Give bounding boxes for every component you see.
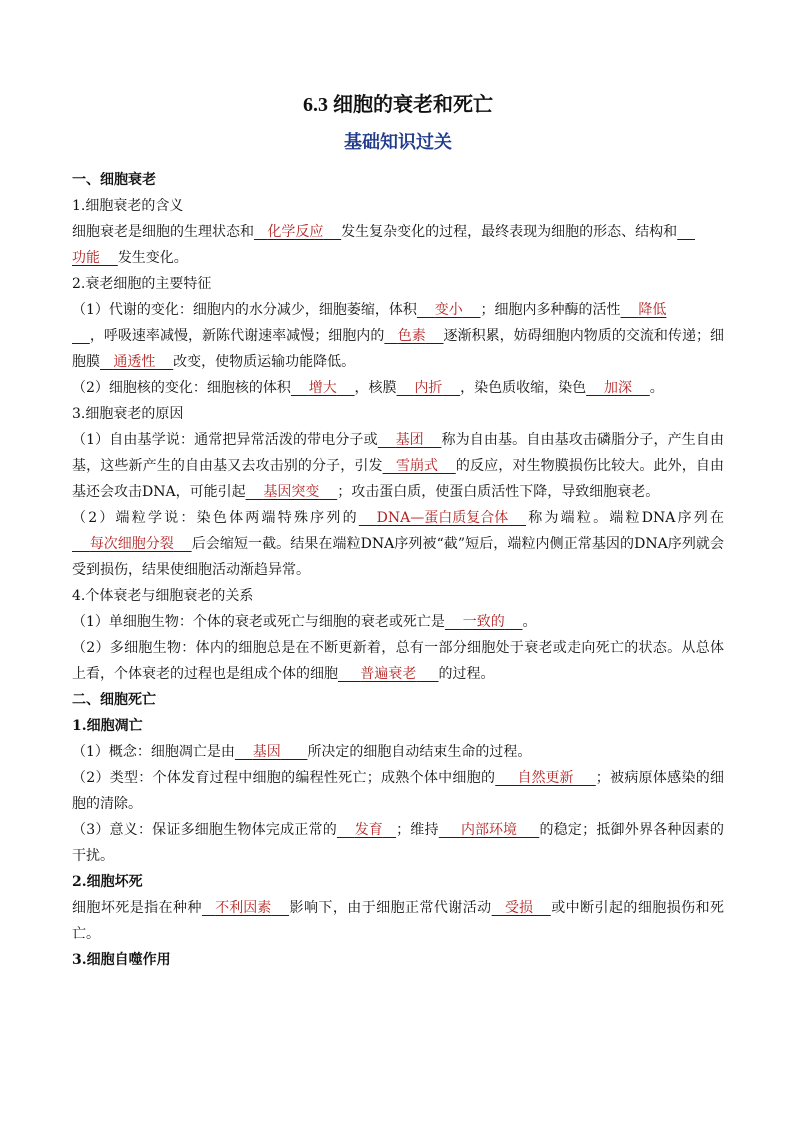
answer-blank: 普遍衰老: [360, 666, 417, 682]
paragraph-multicellular: （2）多细胞生物：体内的细胞总是在不断更新着，总有一部分细胞处于衰老或走向死亡的状态。从总体上看，个体衰老的过程也是组成个体的细胞 普遍衰老 的过程。: [72, 635, 724, 687]
paragraph-telomere-theory: （2）端粒学说：染色体两端特殊序列的 DNA—蛋白质复合体 称为端粒。端粒DNA序列在 每次细胞分裂 后会缩短一截。结果在端粒DNA序列被“截”短后，端粒内侧正常基因的DNA序列就会受到损伤，结果使细胞活动渐趋异常。: [72, 505, 724, 583]
answer-blank: 降低: [638, 302, 667, 318]
subheading-2-3: 3.细胞自噬作用: [72, 952, 171, 968]
subheading-2-2: 2.细胞坏死: [72, 874, 143, 890]
answer-blank: 基团: [395, 432, 424, 448]
answer-blank: 内折: [414, 380, 443, 396]
answer-blank: 发育: [354, 822, 383, 838]
section-heading-1: 一、细胞衰老: [72, 172, 156, 188]
answer-blank: 一致的: [462, 614, 505, 630]
subheading-1-2: 2.衰老细胞的主要特征: [72, 276, 212, 292]
paragraph-apoptosis-significance: （3）意义：保证多细胞生物体完成正常的 发育 ；维持 内部环境 的稳定；抵御外界各种因素的干扰。: [72, 817, 724, 869]
answer-blank: 变小: [434, 302, 463, 318]
answer-blank: 增大: [308, 380, 337, 396]
answer-blank: 基因突变: [263, 484, 320, 500]
answer-blank: 不利因素: [215, 900, 272, 916]
answer-blank: 通透性: [113, 354, 156, 370]
answer-blank: 受损: [504, 900, 533, 916]
answer-blank: 基因: [252, 744, 281, 760]
paragraph-apoptosis-concept: （1）概念：细胞凋亡是由 基因 所决定的细胞自动结束生命的过程。: [72, 739, 724, 765]
answer-blank: 化学反应: [267, 224, 324, 240]
subheading-1-1: 1.细胞衰老的含义: [72, 198, 184, 214]
paragraph-definition: 细胞衰老是细胞的生理状态和 化学反应 发生复杂变化的过程，最终表现为细胞的形态、结构和 功能 发生变化。: [72, 219, 724, 271]
answer-blank: 自然更新: [517, 770, 574, 786]
paragraph-nucleus-change: （2）细胞核的变化：细胞核的体积 增大 ，核膜 内折 ，染色质收缩，染色 加深 。: [72, 375, 724, 401]
paragraph-metabolism-change: （1）代谢的变化：细胞内的水分减少，细胞萎缩，体积 变小 ；细胞内多种酶的活性 降低 ，呼吸速率减慢，新陈代谢速率减慢；细胞内的 色素 逐渐积累，妨碍细胞内物质的交流和传递；细胞膜 通透性 改变，使物质运输功能降低。: [72, 297, 724, 375]
paragraph-unicellular: （1）单细胞生物：个体的衰老或死亡与细胞的衰老或死亡是 一致的 。: [72, 609, 724, 635]
subheading-2-1: 1.细胞凋亡: [72, 718, 143, 734]
answer-blank: 功能: [72, 250, 100, 266]
document-page: [72, 92, 724, 973]
paragraph-free-radical-theory: （1）自由基学说：通常把异常活泼的带电分子或 基团 称为自由基。自由基攻击磷脂分子，产生自由基，这些新产生的自由基又去攻击别的分子，引发 雪崩式 的反应，对生物膜损伤比较大。此外，自由基还会攻击DNA，可能引起 基因突变 ；攻击蛋白质，使蛋白质活性下降，导致细胞衰老。: [72, 427, 724, 505]
answer-blank: DNA—蛋白质复合体: [376, 510, 509, 526]
answer-blank: 色素: [397, 328, 426, 344]
answer-blank: 加深: [603, 380, 632, 396]
answer-blank: 每次细胞分裂: [89, 536, 174, 552]
subheading-1-4: 4.个体衰老与细胞衰老的关系: [72, 588, 254, 604]
answer-blank: [677, 219, 695, 245]
page-subtitle: 基础知识过关: [344, 132, 452, 153]
page-title: 6.3 细胞的衰老和死亡: [303, 94, 493, 116]
subheading-1-3: 3.细胞衰老的原因: [72, 406, 184, 422]
answer-blank: [72, 323, 90, 349]
answer-blank: 内部环境: [461, 822, 517, 838]
paragraph-necrosis: 细胞坏死是指在种种 不利因素 影响下，由于细胞正常代谢活动 受损 或中断引起的细胞损伤和死亡。: [72, 895, 724, 947]
answer-blank: 雪崩式: [395, 458, 438, 474]
paragraph-apoptosis-types: （2）类型：个体发育过程中细胞的编程性死亡；成熟个体中细胞的 自然更新 ；被病原体感染的细胞的清除。: [72, 765, 724, 817]
section-heading-2: 二、细胞死亡: [72, 692, 156, 708]
